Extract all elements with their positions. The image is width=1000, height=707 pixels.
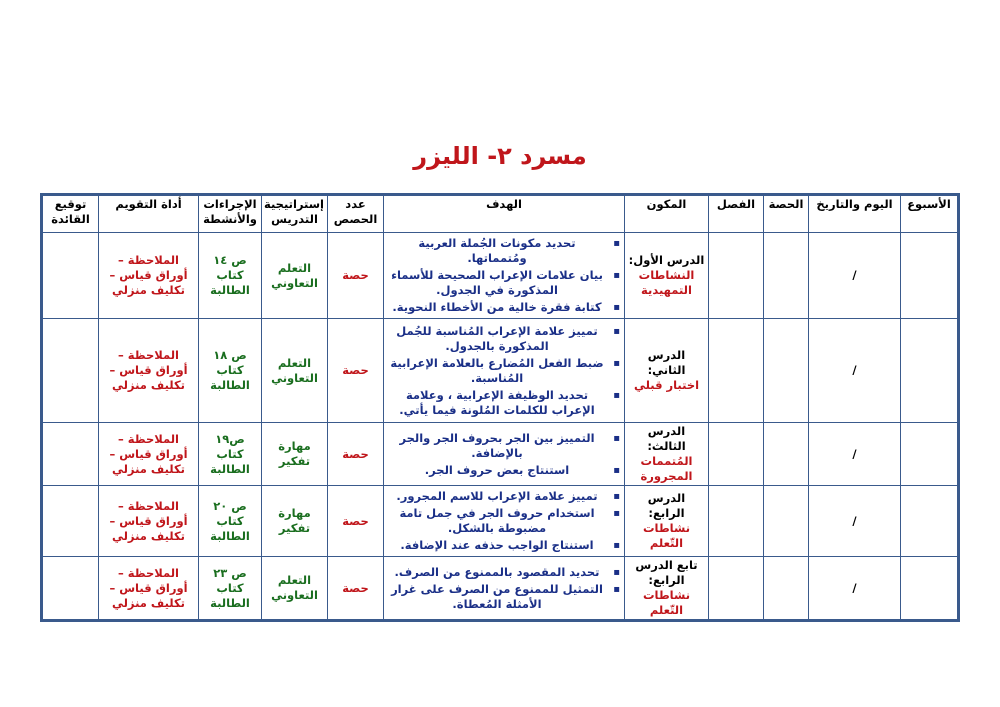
- goal-item: ▪ التمثيل للممنوع من الصرف على غرار الأمثلة المُعطاة.: [387, 582, 607, 612]
- lesson-title: الدرس الثاني:: [647, 348, 686, 377]
- table-row: [42, 486, 959, 557]
- table-row: [42, 319, 959, 423]
- signature-cell: [42, 233, 99, 319]
- lesson-subtitle: نشاطات التّعلم: [642, 521, 691, 550]
- date-cell: /: [809, 319, 901, 423]
- evaluation-cell: الملاحظة – أوراق قياس – تكليف منزلي: [99, 557, 199, 621]
- header-evaluation: أداة التقويم: [99, 195, 199, 233]
- date-cell: /: [809, 486, 901, 557]
- header-period: الحصة: [764, 195, 809, 233]
- goal-item: ▪ استنتاج بعض حروف الجر.: [387, 463, 607, 478]
- header-date: اليوم والتاريخ: [809, 195, 901, 233]
- goals-cell: [384, 423, 625, 486]
- count-cell: حصة: [328, 423, 384, 486]
- count-cell: حصة: [328, 557, 384, 621]
- evaluation-cell: الملاحظة – أوراق قياس – تكليف منزلي: [99, 486, 199, 557]
- signature-cell: [42, 423, 99, 486]
- goal-item: ▪ استنتاج الواجب حذفه عند الإضافة.: [387, 538, 607, 553]
- lesson-cell: [625, 233, 709, 319]
- goal-item: ▪ تحديد الوظيفة الإعرابية ، وعلامة الإعراب للكلمات المُلونة فيما يأتي.: [387, 388, 607, 418]
- count-cell: حصة: [328, 233, 384, 319]
- strategy-cell: مهارة تفكير: [262, 423, 328, 486]
- page-title: مسرد ٢- الليزر: [413, 142, 587, 170]
- evaluation-cell: الملاحظة – أوراق قياس – تكليف منزلي: [99, 319, 199, 423]
- header-class: الفصل: [709, 195, 764, 233]
- lesson-subtitle: اختبار قبلي: [633, 378, 700, 392]
- header-strategy: إستراتيجية التدريس: [262, 195, 328, 233]
- goal-item: ▪ استخدام حروف الجر في جمل تامة مضبوطة بالشكل.: [387, 506, 607, 536]
- goal-item: ▪ بيان علامات الإعراب الصحيحة للأسماء المذكورة في الجدول.: [387, 268, 607, 298]
- goal-item: ▪ تمييز علامة الإعراب للاسم المجرور.: [387, 489, 607, 504]
- week-cell: [901, 319, 959, 423]
- lesson-subtitle: المُتممات المجرورة: [640, 454, 693, 483]
- table-row: [42, 423, 959, 486]
- procedures-cell: ص ١٤ كتاب الطالبة: [199, 233, 262, 319]
- procedures-cell: ص ٢٣ كتاب الطالبة: [199, 557, 262, 621]
- week-cell: [901, 557, 959, 621]
- header-count: عدد الحصص: [328, 195, 384, 233]
- evaluation-cell: الملاحظة – أوراق قياس – تكليف منزلي: [99, 423, 199, 486]
- period-cell: [764, 233, 809, 319]
- lesson-subtitle: النشاطات التمهيدية: [638, 268, 695, 297]
- date-cell: /: [809, 423, 901, 486]
- goal-item: ▪ كتابة فقرة خالية من الأخطاء النحوية.: [387, 300, 607, 315]
- signature-cell: [42, 486, 99, 557]
- strategy-cell: التعلم التعاوني: [262, 233, 328, 319]
- lesson-cell: [625, 557, 709, 621]
- header-week: الأسبوع: [901, 195, 959, 233]
- table-row: [42, 233, 959, 319]
- lesson-cell: [625, 423, 709, 486]
- strategy-cell: مهارة تفكير: [262, 486, 328, 557]
- count-cell: حصة: [328, 319, 384, 423]
- period-cell: [764, 423, 809, 486]
- period-cell: [764, 319, 809, 423]
- class-cell: [709, 486, 764, 557]
- goal-item: ▪ ضبط الفعل المُضارع بالعلامة الإعرابية المُناسبة.: [387, 356, 607, 386]
- goals-cell: [384, 557, 625, 621]
- procedures-cell: ص ١٨ كتاب الطالبة: [199, 319, 262, 423]
- goal-item: ▪ التمييز بين الجر بحروف الجر والجر بالإضافة.: [387, 431, 607, 461]
- procedures-cell: ص١٩ كتاب الطالبة: [199, 423, 262, 486]
- lesson-subtitle: نشاطات التّعلم: [642, 588, 691, 617]
- class-cell: [709, 557, 764, 621]
- goal-item: ▪ تحديد المقصود بالممنوع من الصرف.: [387, 565, 607, 580]
- period-cell: [764, 486, 809, 557]
- header-signature: توقيع القائدة: [42, 195, 99, 233]
- header-goal: الهدف: [384, 195, 625, 233]
- lesson-title: الدرس الرابع:: [647, 491, 686, 520]
- signature-cell: [42, 319, 99, 423]
- goal-item: ▪ تحديد مكونات الجُملة العربية ومُتمماتها.: [387, 236, 607, 266]
- goals-cell: [384, 233, 625, 319]
- evaluation-cell: الملاحظة – أوراق قياس – تكليف منزلي: [99, 233, 199, 319]
- strategy-cell: التعلم التعاوني: [262, 319, 328, 423]
- period-cell: [764, 557, 809, 621]
- class-cell: [709, 233, 764, 319]
- lesson-title: الدرس الأول:: [628, 253, 705, 267]
- strategy-cell: التعلم التعاوني: [262, 557, 328, 621]
- week-cell: [901, 233, 959, 319]
- signature-cell: [42, 557, 99, 621]
- lesson-title: تابع الدرس الرابع:: [635, 558, 698, 587]
- date-cell: /: [809, 557, 901, 621]
- table-header-row: [42, 195, 959, 233]
- table-row: [42, 557, 959, 621]
- week-cell: [901, 486, 959, 557]
- goal-item: ▪ تمييز علامة الإعراب المُناسبة للجُمل المذكورة بالجدول.: [387, 324, 607, 354]
- lesson-cell: [625, 486, 709, 557]
- lesson-cell: [625, 319, 709, 423]
- count-cell: حصة: [328, 486, 384, 557]
- week-cell: [901, 423, 959, 486]
- class-cell: [709, 319, 764, 423]
- procedures-cell: ص ٢٠ كتاب الطالبة: [199, 486, 262, 557]
- lesson-title: الدرس الثالث:: [647, 424, 686, 453]
- date-cell: /: [809, 233, 901, 319]
- lesson-plan-table: [40, 193, 960, 622]
- goals-cell: [384, 486, 625, 557]
- class-cell: [709, 423, 764, 486]
- goals-cell: [384, 319, 625, 423]
- header-procedures: الإجراءات والأنشطة: [199, 195, 262, 233]
- header-component: المكون: [625, 195, 709, 233]
